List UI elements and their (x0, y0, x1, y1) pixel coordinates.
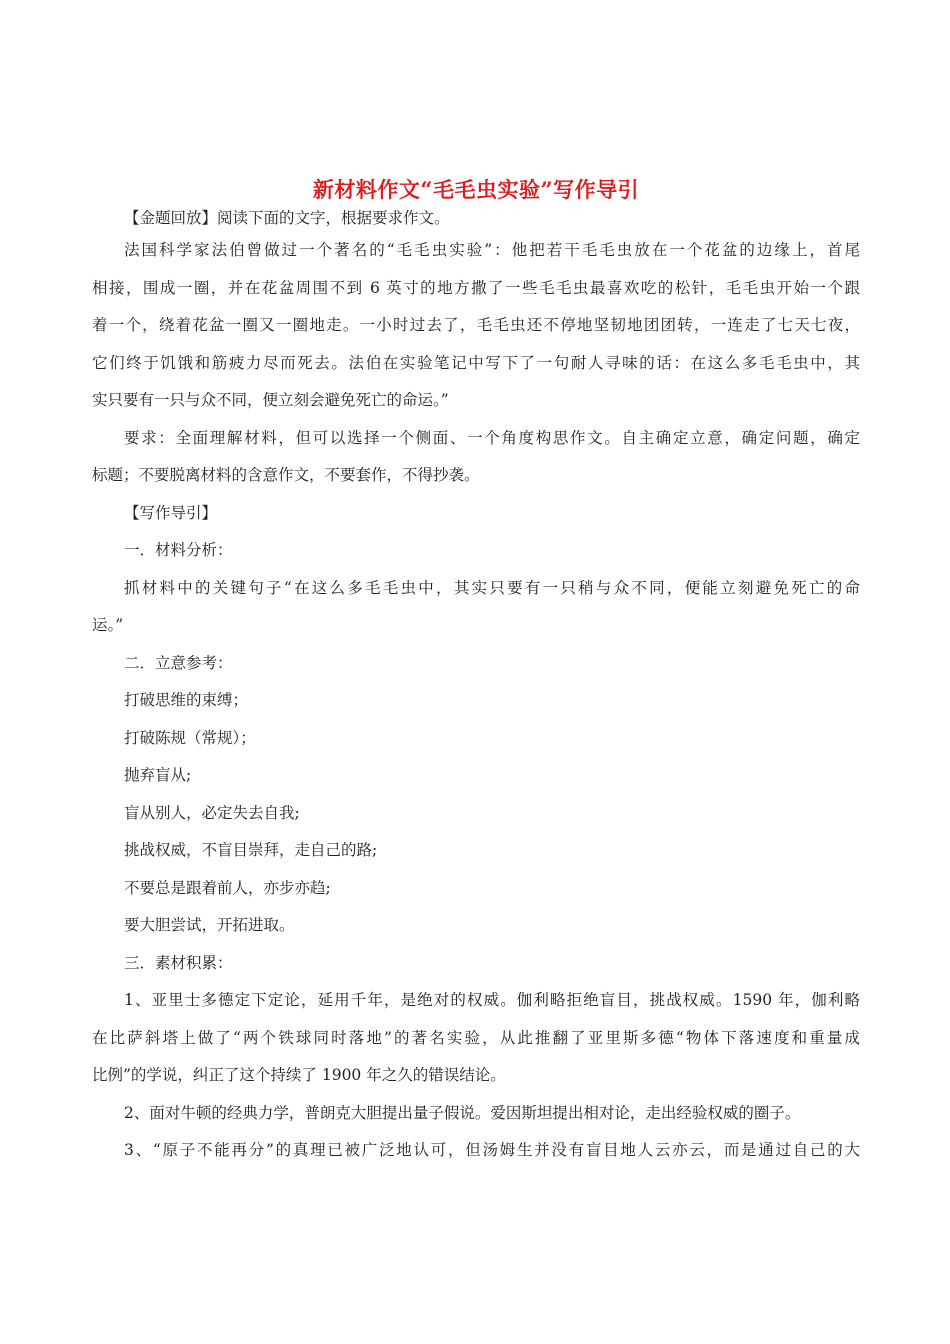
text-line: 比例”的学说，纠正了这个持续了 1900 年之久的错误结论。 (92, 1066, 506, 1084)
text-line: 一．材料分析： (124, 541, 233, 559)
text-line: 实只要有一只与众不同，便立刻会避免死亡的命运。” (92, 391, 449, 409)
text-line: 打破陈规（常规）； (124, 728, 256, 747)
text-line: 【金题回放】阅读下面的文字，根据要求作文。 (124, 209, 450, 227)
text-line: 要求：全面理解材料，但可以选择一个侧面、一个角度构思作文。自主确定立意，确定问题，确定 (124, 428, 860, 447)
document-body (92, 204, 860, 1170)
text-line: 运。” (92, 616, 124, 634)
text-line: 【写作导引】 (124, 503, 218, 522)
document-title: 新材料作文“毛毛虫实验”写作导引 (312, 177, 640, 202)
text-line: 不要总是跟着前人，亦步亦趋; (124, 878, 331, 897)
text-line: 二．立意参考： (124, 653, 233, 672)
text-line: 标题；不要脱离材料的含意作文，不要套作，不得抄袭。 (92, 466, 480, 484)
text-line: 相接，围成一圈，并在花盆周围不到 6 英寸的地方撒了一些毛毛虫最喜欢吃的松针，毛毛虫开始一个跟 (92, 278, 860, 297)
text-line: 在比萨斜塔上做了“两个铁球同时落地”的著名实验，从此推翻了亚里斯多德“物体下落速度和重量成 (92, 1028, 860, 1047)
text-line: 它们终于饥饿和筋疲力尽而死去。法伯在实验笔记中写下了一句耐人寻味的话：在这么多毛毛虫中，其 (92, 353, 860, 372)
text-line: 抓材料中的关键句子“在这么多毛毛虫中，其实只要有一只稍与众不同，便能立刻避免死亡的命 (124, 578, 860, 597)
text-line: 着一个，绕着花盆一圈又一圈地走。一小时过去了，毛毛虫还不停地坚韧地团团转，一连走了七天七夜， (92, 316, 860, 334)
text-line: 法国科学家法伯曾做过一个著名的“毛毛虫实验”：他把若干毛毛虫放在一个花盆的边缘上，首尾 (124, 241, 860, 259)
text-line: 三．素材积累： (124, 953, 233, 972)
text-line: 打破思维的束缚； (124, 691, 249, 709)
text-line: 抛弃盲从; (124, 766, 192, 784)
text-line: 盲从别人，必定失去自我; (124, 803, 300, 822)
text-line: 挑战权威，不盲目崇拜，走自己的路; (124, 841, 378, 859)
text-line: 2、面对牛顿的经典力学，普朗克大胆提出量子假说。爱因斯坦提出相对论，走出经验权威的圈子。 (124, 1103, 801, 1122)
document-page (92, 172, 860, 1170)
text-line: 1、亚里士多德定下定论，延用千年，是绝对的权威。伽利略拒绝盲目，挑战权威。1590 年，伽利略 (124, 991, 860, 1009)
text-line: 3、“原子不能再分”的真理已被广泛地认可，但汤姆生并没有盲目地人云亦云，而是通过自己的大 (124, 1141, 860, 1159)
text-line: 要大胆尝试，开拓进取。 (124, 916, 295, 934)
